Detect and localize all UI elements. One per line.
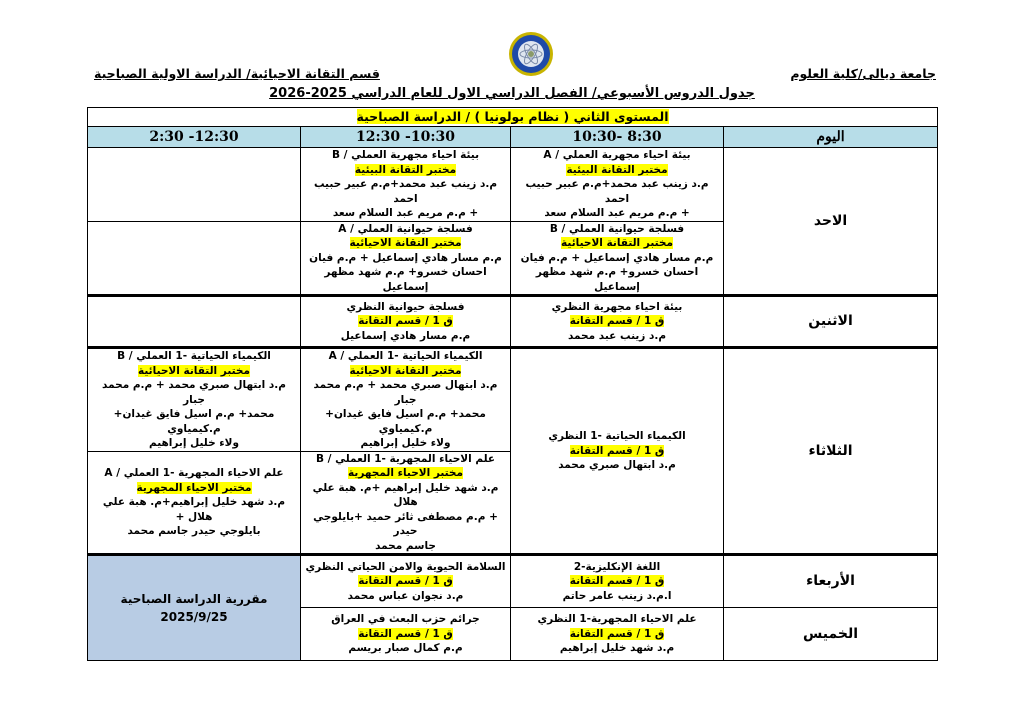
room-label: مختبر الاحياء المجهرية (348, 467, 464, 479)
room-label: مختبر التقانة البيئية (566, 163, 668, 176)
cell-tue-a-slot3 (88, 348, 301, 452)
cell-sun-b-slot3-empty (88, 221, 301, 296)
col-header-slot1: 10:30- 8:30 (511, 127, 724, 148)
staff-line: م.م كمال صبار بريسم (348, 642, 463, 655)
row-tuesday-a (88, 348, 938, 452)
cell-sun-b-slot2 (301, 221, 511, 296)
schedule-table (87, 107, 938, 661)
staff-line: م.م مسار هادي إسماعيل (340, 329, 471, 342)
room-label: مختبر التقانة الاحيائية (561, 237, 673, 249)
department-name: قسم التقانة الاحيائية/ الدراسة الاولية الصباحية (94, 66, 380, 81)
cell-sun-b-slot1 (511, 221, 724, 296)
course-name: الكيمياء الحياتية -1 العملي / B (117, 350, 271, 362)
staff-line: بايلوجي حيدر جاسم محمد (127, 525, 261, 537)
room-label: ق 1 / قسم التقانة (569, 444, 665, 457)
approval-note (88, 555, 301, 661)
room-label: ق 1 / قسم التقانة (358, 315, 453, 328)
staff-line: ولاء خليل إبراهيم (360, 437, 451, 449)
room-label: مختبر التقانة الاحيائية (349, 364, 462, 377)
cell-mon-slot3-empty (88, 296, 301, 348)
cell-mon-slot2 (301, 296, 511, 348)
level-label: المستوى الثاني ( نظام بولونيا ) / الدراسة الصباحية (356, 108, 669, 124)
course-name: جرائم حزب البعث في العراق (331, 613, 480, 626)
staff-line: م.م مسار هادي إسماعيل + م.م فيان (520, 251, 714, 264)
approval-note-text: مقررية الدراسة الصباحية (120, 592, 268, 606)
cell-wed-slot2 (301, 555, 511, 608)
course-name: علم الاحياء المجهرية-1 النظري (537, 613, 697, 626)
col-header-day: اليوم (724, 127, 938, 148)
course-name: علم الاحياء المجهرية -1 العملي / B (315, 452, 496, 465)
cell-thu-slot1 (511, 608, 724, 661)
staff-line: جاسم محمد (375, 539, 436, 552)
university-logo (507, 30, 555, 78)
cell-wed-slot1 (511, 555, 724, 608)
course-name: الكيمياء الحياتية -1 النظري (548, 430, 686, 443)
room-label: ق 1 / قسم التقانة (358, 575, 453, 588)
course-name: فسلجة حيوانية العملي / B (549, 222, 685, 235)
cell-mon-slot1 (511, 296, 724, 348)
course-name: السلامة الحيوية والامن الحياتي النظري (305, 560, 506, 573)
cell-sun-a-slot1 (511, 148, 724, 222)
staff-line: احسان خسرو+ م.م شهد مظهر إسماعيل (535, 266, 699, 293)
staff-line: م.د ابتهال صبري محمد (558, 459, 676, 472)
staff-line: ا.م.د زينب عامر حاتم (562, 589, 672, 602)
col-header-slot2: 12:30 -10:30 (301, 127, 511, 148)
course-name: اللغة الإنكليزية-2 (573, 560, 661, 573)
staff-line: محمد+ م.م اسيل فايق غيدان+ م.كيمياوي (113, 408, 275, 435)
cell-tue-a-slot2 (301, 348, 511, 452)
staff-line: م.د زينب عبد محمد+م.م عبير حبيب احمد (525, 178, 709, 205)
staff-line: م.د ابتهال صبري محمد + م.م محمد جبار (102, 379, 286, 406)
staff-line: + م.م مصطفى ثائر حميد +بايلوجي حيدر (313, 510, 498, 537)
course-name: بيئة احياء مجهرية العملي / B (331, 149, 480, 161)
course-name: فسلجة حيوانية العملي / A (338, 222, 473, 235)
row-monday (88, 296, 938, 348)
staff-line: + م.م مريم عبد السلام سعد (544, 207, 690, 219)
cell-tue-slot1 (511, 348, 724, 555)
day-sunday: الاحد (724, 148, 938, 296)
row-wednesday (88, 555, 938, 608)
header-row (88, 127, 938, 148)
day-wednesday: الأربعاء (724, 555, 938, 608)
cell-tue-b-slot3 (88, 451, 301, 555)
level-cell (88, 108, 938, 127)
day-monday: الاثنين (724, 296, 938, 348)
staff-line: احسان خسرو+ م.م شهد مظهر إسماعيل (324, 266, 487, 293)
staff-line: م.د شهد خليل إبراهيم+م. هبة علي هلال + (102, 496, 286, 523)
day-thursday: الخميس (724, 608, 938, 661)
room-label: ق 1 / قسم التقانة (569, 575, 665, 588)
room-label: مختبر التقانة الاحيائية (349, 237, 462, 249)
day-tuesday: الثلاثاء (724, 348, 938, 555)
staff-line: م.د شهد خليل إبراهيم +م. هبة علي هلال (312, 481, 499, 508)
room-label: ق 1 / قسم التقانة (569, 627, 665, 640)
cell-thu-slot2 (301, 608, 511, 661)
room-label: ق 1 / قسم التقانة (358, 627, 453, 640)
staff-line: م.د نجوان عباس محمد (347, 589, 464, 602)
room-label: مختبر الاحياء المجهرية (136, 481, 252, 494)
schedule-title: جدول الدروس الأسبوعي/ الفصل الدراسي الاول للعام الدراسي 2025-2026 (269, 86, 755, 101)
approval-date: 2025/9/25 (160, 610, 228, 624)
course-name: بيئة احياء مجهرية العملي / A (543, 149, 691, 161)
staff-line: م.د ابتهال صبري محمد + م.م محمد جبار (313, 379, 498, 406)
course-name: بيئة احياء مجهرية النظري (551, 300, 683, 313)
course-name: الكيمياء الحياتية -1 العملي / A (328, 350, 483, 362)
staff-line: م.د زينب عبد محمد (567, 329, 667, 342)
logo-nucleus (528, 51, 534, 57)
staff-line: + م.م مريم عبد السلام سعد (332, 207, 479, 219)
staff-line: محمد+ م.م اسيل فايق غيدان+ م.كيمياوي (325, 408, 486, 435)
cell-tue-b-slot2 (301, 451, 511, 555)
cell-sun-a-slot3-empty (88, 148, 301, 222)
room-label: مختبر التقانة الاحيائية (138, 364, 250, 377)
staff-line: ولاء خليل إبراهيم (149, 437, 240, 449)
room-label: مختبر التقانة البيئية (354, 163, 457, 176)
cell-sun-a-slot2 (301, 148, 511, 222)
row-sunday-a (88, 148, 938, 222)
room-label: ق 1 / قسم التقانة (569, 315, 665, 328)
staff-line: م.د شهد خليل إبراهيم (559, 642, 675, 655)
course-name: فسلجة حيوانية النظري (346, 300, 465, 313)
col-header-slot3: 2:30 -12:30 (88, 127, 301, 148)
course-name: علم الاحياء المجهرية -1 العملي / A (104, 467, 284, 479)
staff-line: م.د زينب عبد محمد+م.م عبير حبيب احمد (313, 178, 498, 205)
staff-line: م.م مسار هادي إسماعيل + م.م فيان (309, 251, 502, 264)
level-row (88, 108, 938, 127)
university-name: جامعة ديالى/كلية العلوم (790, 66, 936, 81)
